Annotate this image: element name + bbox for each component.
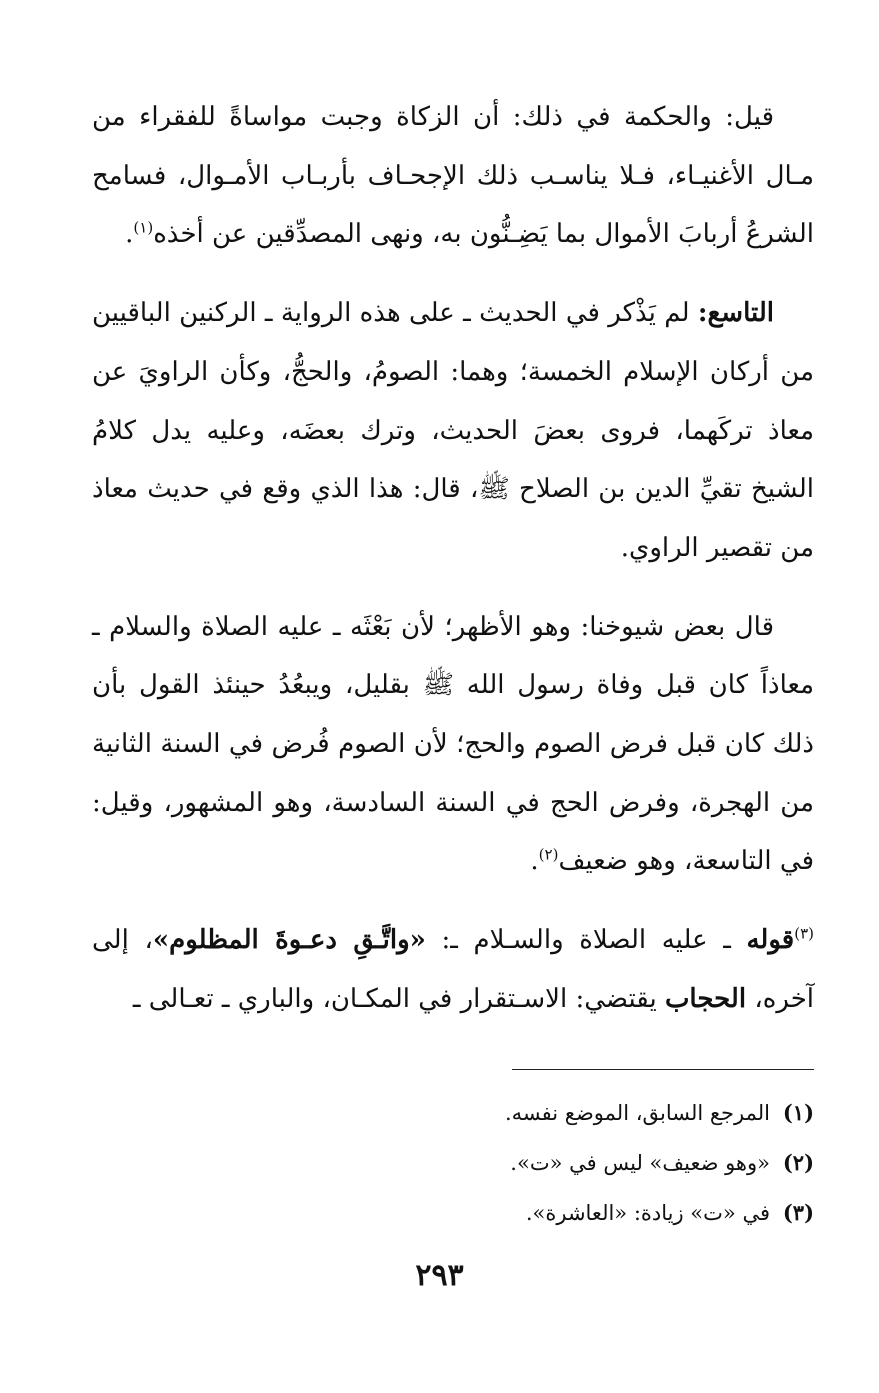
paragraph-text: لم يَذْكر في الحديث ـ على هذه الرواية ـ الركنين الباقيين من أركان الإسلام الخمسة؛ وهما: الصومُ، والحجُّ، وكأن الراويَ عن معاذ تركَهما، فروى بعضَ الحديث، وترك بعضَه، وعليه يدل كلامُ الشيخ تقيِّ الدين بن الصلاح ﷺ، قال: هذا الذي وقع في حديث معاذ من تقصير الراوي. [92, 298, 814, 563]
footnotes [400, 1088, 814, 1238]
footnote-separator [512, 1069, 814, 1070]
footnote-text: في «ت» زيادة: «العاشرة». [525, 1201, 770, 1225]
footnote-text: المرجع السابق، الموضع نفسه. [504, 1101, 770, 1125]
paragraph-text: يقتضي: الاسـتقرار في المكـان، والباري ـ تعـالى ـ [132, 983, 665, 1014]
paragraph-end: . [125, 219, 134, 250]
paragraph-text: ، إلى آخره، [92, 925, 814, 1014]
footnote-ref: (٣) [794, 924, 814, 943]
footnote-ref: (٢) [538, 845, 559, 864]
page-number: ٢٩٣ [415, 1258, 464, 1293]
footnote-item [400, 1188, 814, 1238]
main-text [92, 88, 814, 1029]
paragraph-lead: التاسع: [697, 298, 774, 329]
term-hijab: الحجاب [664, 983, 747, 1014]
footnote-item [400, 1138, 814, 1188]
paragraph-shuyukh [92, 598, 814, 892]
footnote-number: (٢) [782, 1150, 814, 1175]
footnote-text: «وهو ضعيف» ليس في «ت». [510, 1151, 770, 1175]
paragraph-wisdom [92, 88, 814, 264]
footnote-ref: (١) [133, 218, 154, 237]
paragraph-hadith [92, 911, 814, 1028]
footnote-item [400, 1088, 814, 1138]
paragraph-lead: قوله [746, 925, 795, 956]
paragraph-end: . [530, 846, 539, 877]
paragraph-text: ـ عليه الصلاة والسـلام ـ: [425, 925, 747, 956]
paragraph-ninth [92, 284, 814, 578]
hadith-quote: «واتَّـقِ دعـوةَ المظلوم» [152, 925, 426, 956]
footnote-number: (١) [782, 1100, 814, 1125]
footnote-number: (٣) [782, 1200, 814, 1225]
paragraph-text: قيل: والحكمة في ذلك: أن الزكاة وجبت مواساةً للفقراء من مـال الأغنيـاء، فـلا يناسـب ذلك الإجحـاف بأربـاب الأمـوال، فسامح الشرعُ أربابَ الأموال بما يَضِـنُّون به، ونهى المصدِّقين عن أخذه [92, 102, 814, 250]
paragraph-text: قال بعض شيوخنا: وهو الأظهر؛ لأن بَعْثَه ـ عليه الصلاة والسلام ـ معاذاً كان قبل وفاة رسول الله ﷺ بقليل، ويبعُدُ حينئذ القول بأن ذلك كان قبل فرض الصوم والحج؛ لأن الصوم فُرض في السنة الثانية من الهجرة، وفرض الحج في السنة السادسة، وهو المشهور، وقيل: في التاسعة، وهو ضعيف [92, 611, 814, 877]
